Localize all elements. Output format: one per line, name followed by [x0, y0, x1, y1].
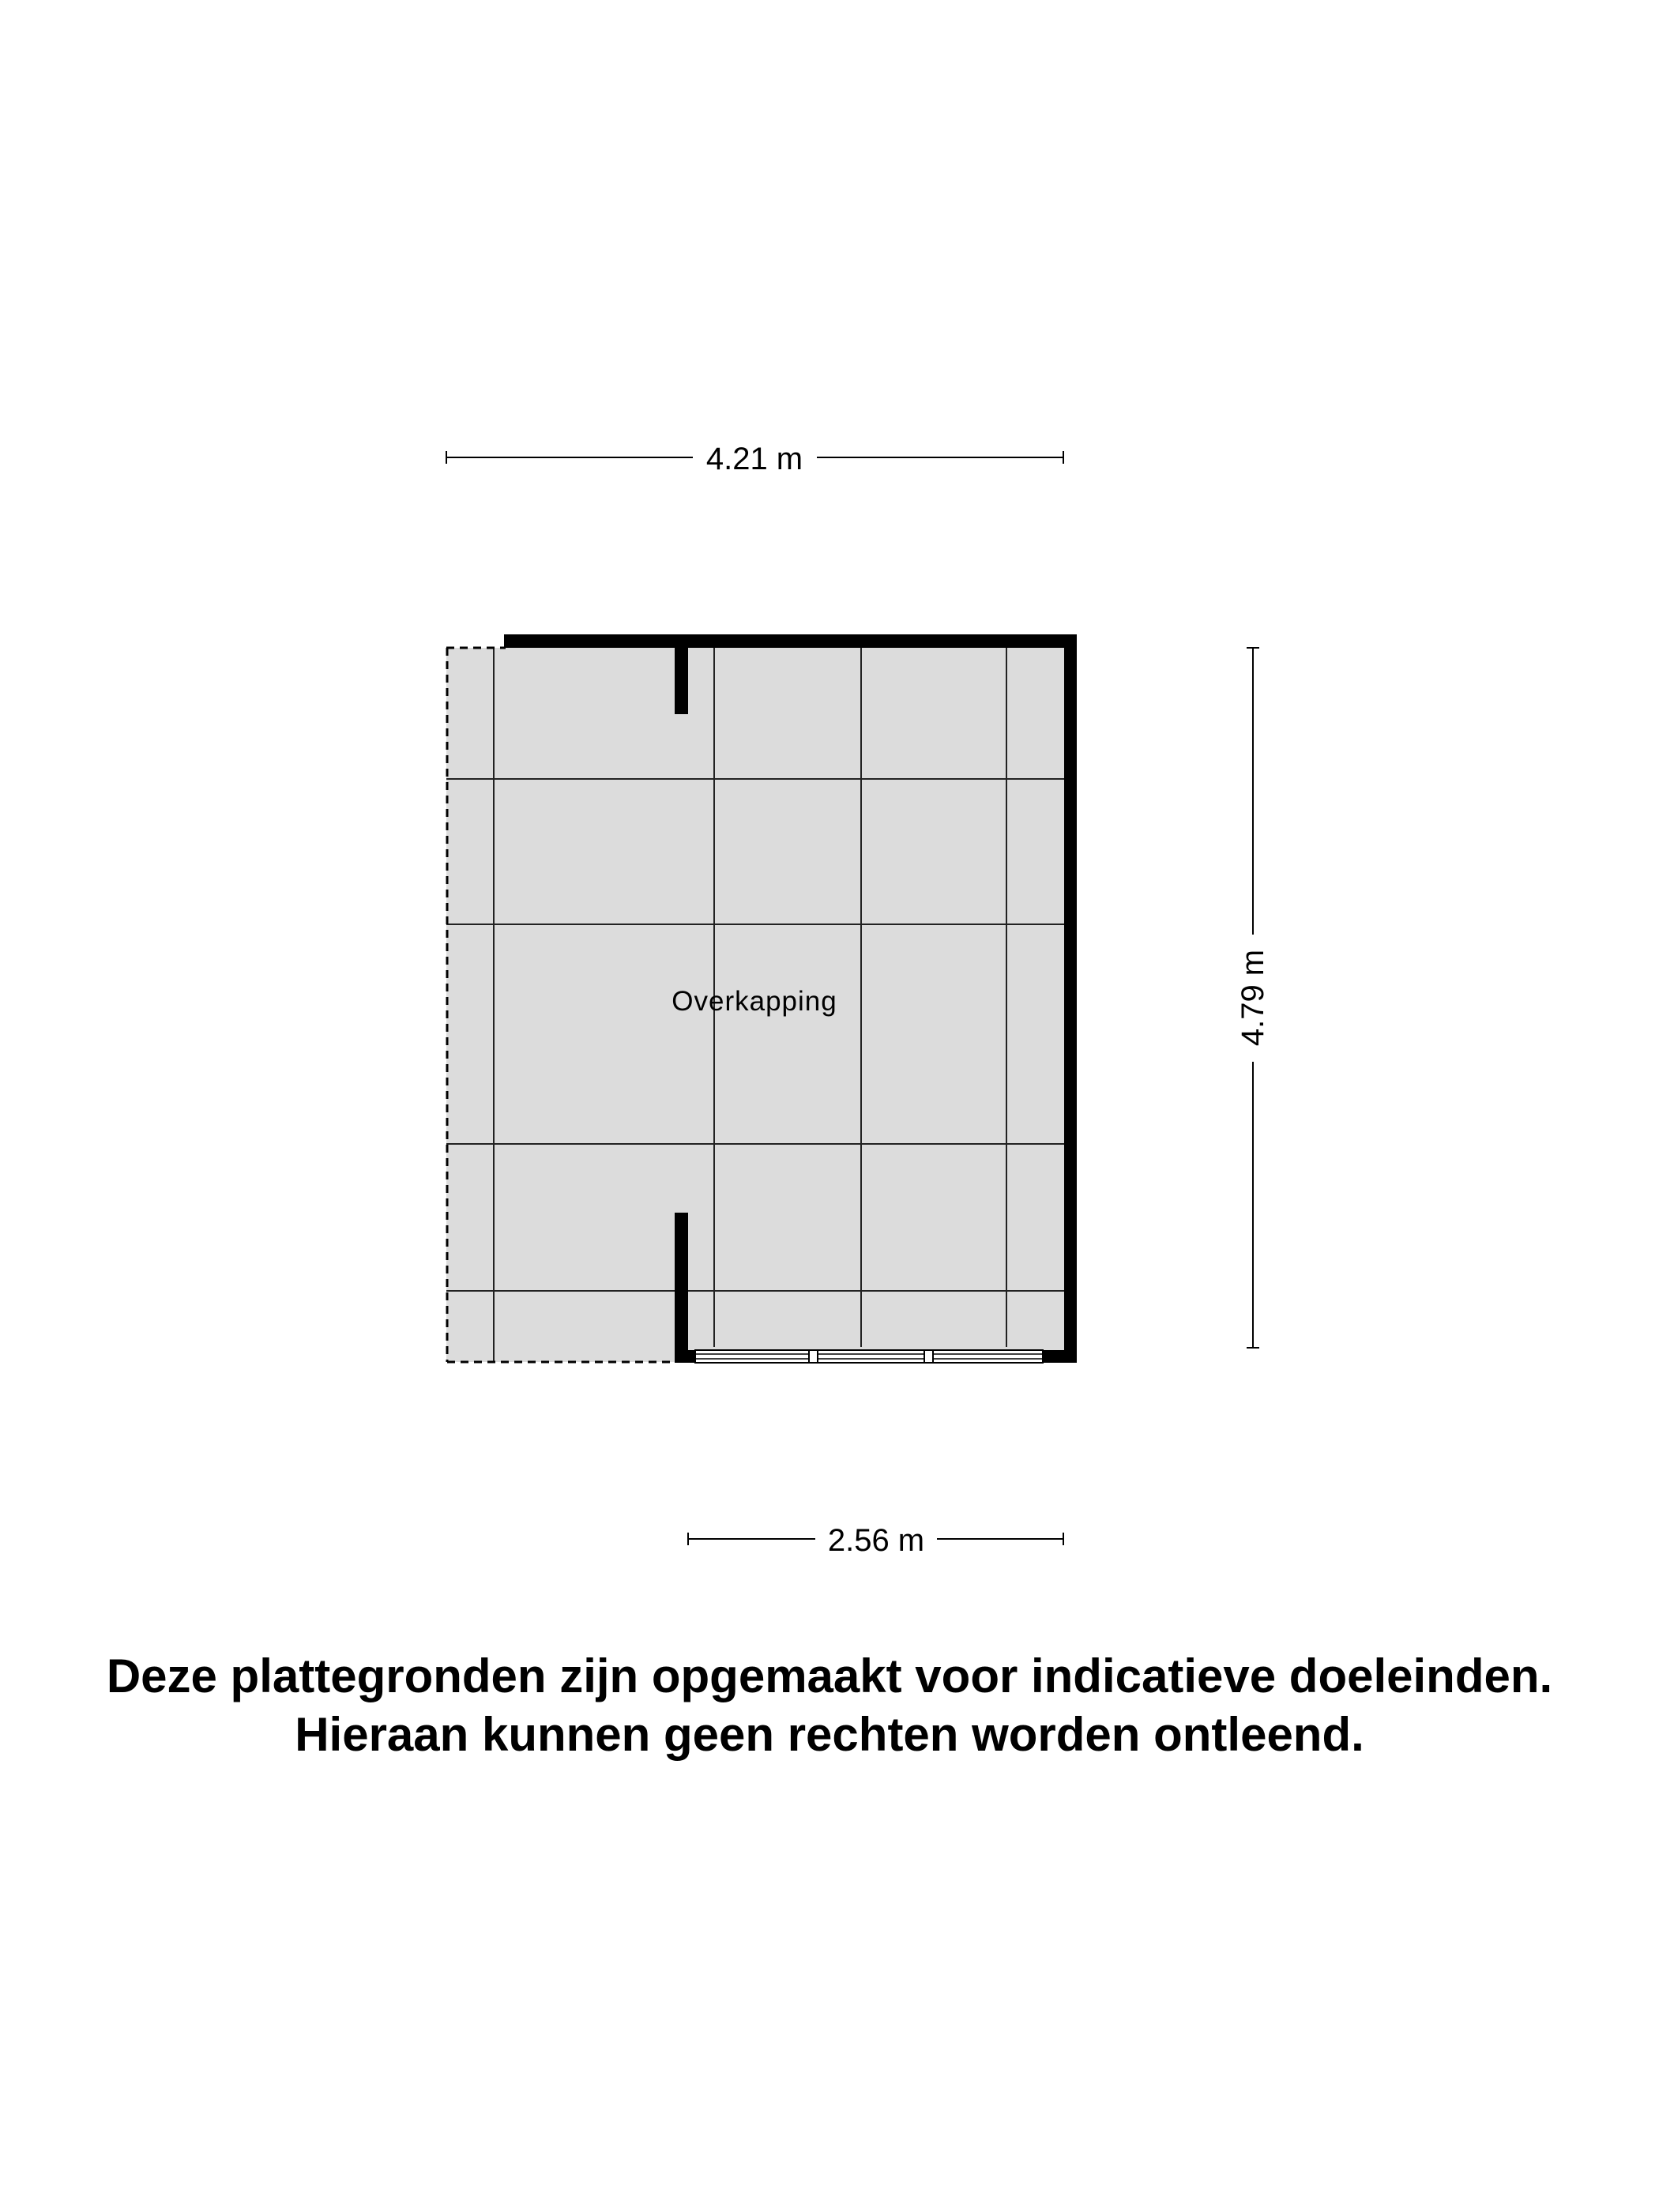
wall-right [1064, 634, 1077, 1363]
disclaimer-line-1: Deze plattegronden zijn opgemaakt voor indicatieve doeleinden. [106, 1650, 1553, 1702]
dimension-right-label: 4.79 m [1236, 949, 1270, 1047]
wall-stub-upper [675, 648, 688, 714]
disclaimer-line-2: Hieraan kunnen geen rechten worden ontleend. [295, 1708, 1364, 1761]
dimension-bottom-label: 2.56 m [827, 1523, 925, 1558]
window-frame [695, 1350, 1043, 1363]
window-mullion [809, 1350, 818, 1363]
wall-bottom-end-right [1043, 1350, 1077, 1363]
dimension-top-label: 4.21 m [705, 442, 803, 476]
wall-top [504, 634, 1077, 648]
wall-bottom-end-left [675, 1350, 695, 1363]
disclaimer [0, 1647, 1659, 1764]
sliding-window [695, 1350, 1043, 1363]
wall-stub-lower [675, 1213, 688, 1363]
window-mullion [924, 1350, 933, 1363]
room-label: Overkapping [672, 986, 837, 1017]
